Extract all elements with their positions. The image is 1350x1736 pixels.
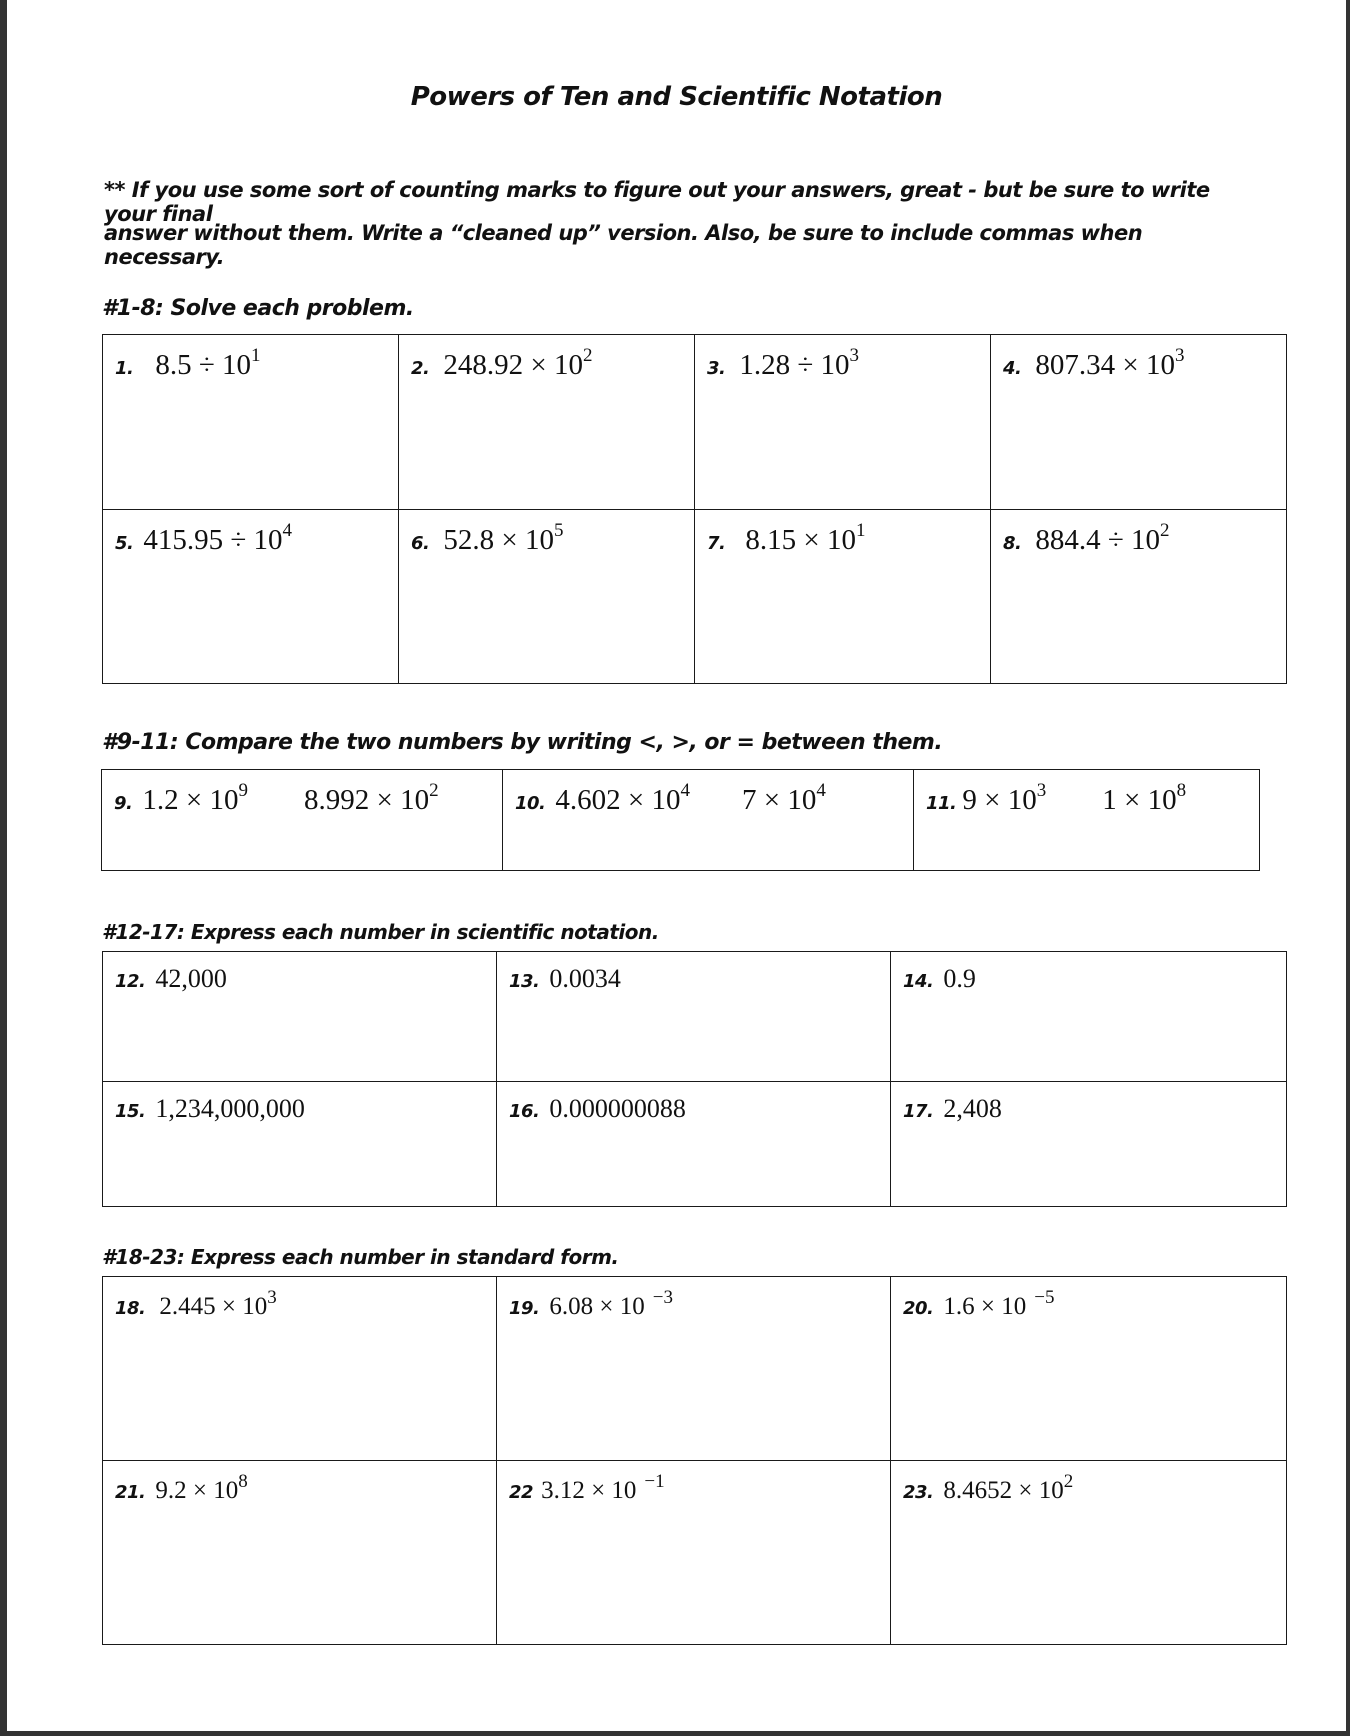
section-2-table [101,769,1260,871]
problem-value: 1,234,000,000 [155,1094,305,1123]
problem-number: 6. [411,533,430,554]
problem-expression: $2.445 \times 10^3$ [159,1286,277,1320]
problem-cell[interactable] [891,952,1287,1082]
problem-number: 17. [903,1101,934,1122]
problem-expression: 3.12 × 10 $^{-1}$ [541,1470,665,1504]
compare-cell[interactable] [914,770,1260,871]
problem-number: 18. [115,1298,146,1319]
problem-cell[interactable] [399,335,695,510]
problem-number: 3. [707,358,726,379]
problem-value: 2,408 [943,1094,1002,1123]
problem-cell[interactable] [991,510,1287,684]
problem-expression: 6.08 × 10 $^{-3}$ [549,1286,673,1320]
problem-cell[interactable] [695,335,991,510]
section-3-heading: #12-17: Express each number in scientific notation. [102,920,659,944]
compare-right-value: $7 \times 10^4$ [742,780,826,816]
problem-expression: $248.92 \times 10^2$ [443,345,593,381]
problem-number: 16. [509,1101,540,1122]
section-4-table [102,1276,1287,1645]
problem-value: 0.000000088 [549,1094,686,1123]
problem-expression: $8.15 \times 10^1$ [745,520,866,556]
section-2-heading: #9-11: Compare the two numbers by writing <, >, or = between them. [102,730,943,755]
problem-value: 42,000 [155,964,227,993]
problem-cell[interactable] [103,1461,497,1645]
compare-left-value: $9 \times 10^3$ [962,780,1047,816]
instructions-line-2: answer without them. Write a “cleaned up” version. Also, be sure to include commas when necessary. [104,221,1143,269]
problem-expression: $8.5 \div 10^1$ [155,345,261,381]
problem-cell[interactable] [891,1277,1287,1461]
problem-cell[interactable] [991,335,1287,510]
compare-left-value: $1.2 \times 10^9$ [142,780,248,816]
problem-cell[interactable] [695,510,991,684]
problem-value: 0.0034 [549,964,621,993]
compare-cell[interactable] [503,770,914,871]
section-1-table [102,334,1287,684]
problem-cell[interactable] [497,1277,891,1461]
compare-right-value: $8.992 \times 10^2$ [303,780,439,816]
compare-left-value: $4.602 \times 10^4$ [555,780,690,816]
problem-cell[interactable] [497,1082,891,1207]
worksheet-page [7,0,1346,1731]
compare-cell[interactable] [102,770,503,871]
problem-number: 21. [115,1482,146,1503]
problem-number: 19. [509,1298,540,1319]
problem-number: 2. [411,358,430,379]
page-title: Powers of Ten and Scientific Notation [410,82,943,112]
problem-number: 20. [903,1298,934,1319]
problem-number: 13. [509,971,540,992]
problem-number: 22 [509,1482,534,1503]
problem-number: 1. [115,358,134,379]
problem-cell[interactable] [103,335,399,510]
problem-number: 10. [515,793,546,814]
problem-expression: $884.4 \div 10^2$ [1035,520,1170,556]
problem-number: 23. [903,1482,934,1503]
instructions-line-1: ** If you use some sort of counting marks to figure out your answers, great - but be sure to write your final [104,178,1210,226]
problem-number: 14. [903,971,934,992]
section-3-table [102,951,1287,1207]
problem-cell[interactable] [891,1082,1287,1207]
problem-expression: $415.95 \div 10^4$ [143,520,293,556]
problem-expression: $8.4652 \times 10^2$ [943,1470,1074,1504]
problem-number: 4. [1003,358,1022,379]
section-4-heading: #18-23: Express each number in standard form. [102,1245,619,1269]
problem-number: 15. [115,1101,146,1122]
problem-number: 5. [115,533,134,554]
problem-expression: $1.28 \div 10^3$ [739,345,860,381]
problem-number: 8. [1003,533,1022,554]
problem-expression: $807.34 \times 10^3$ [1035,345,1185,381]
problem-expression: $9.2 \times 10^8$ [155,1470,248,1504]
problem-cell[interactable] [891,1461,1287,1645]
problem-cell[interactable] [497,952,891,1082]
section-1-heading: #1-8: Solve each problem. [102,296,414,321]
problem-cell[interactable] [103,1277,497,1461]
problem-cell[interactable] [497,1461,891,1645]
problem-cell[interactable] [103,1082,497,1207]
problem-expression: $52.8 \times 10^5$ [443,520,564,556]
problem-cell[interactable] [103,510,399,684]
problem-number: 7. [707,533,726,554]
problem-cell[interactable] [103,952,497,1082]
problem-number: 12. [115,971,146,992]
problem-number: 11. [926,793,957,814]
compare-right-value: $1 \times 10^8$ [1102,780,1187,816]
problem-value: 0.9 [943,964,976,993]
problem-cell[interactable] [399,510,695,684]
problem-expression: 1.6 × 10 $^{-5}$ [943,1286,1055,1320]
problem-number: 9. [114,793,133,814]
